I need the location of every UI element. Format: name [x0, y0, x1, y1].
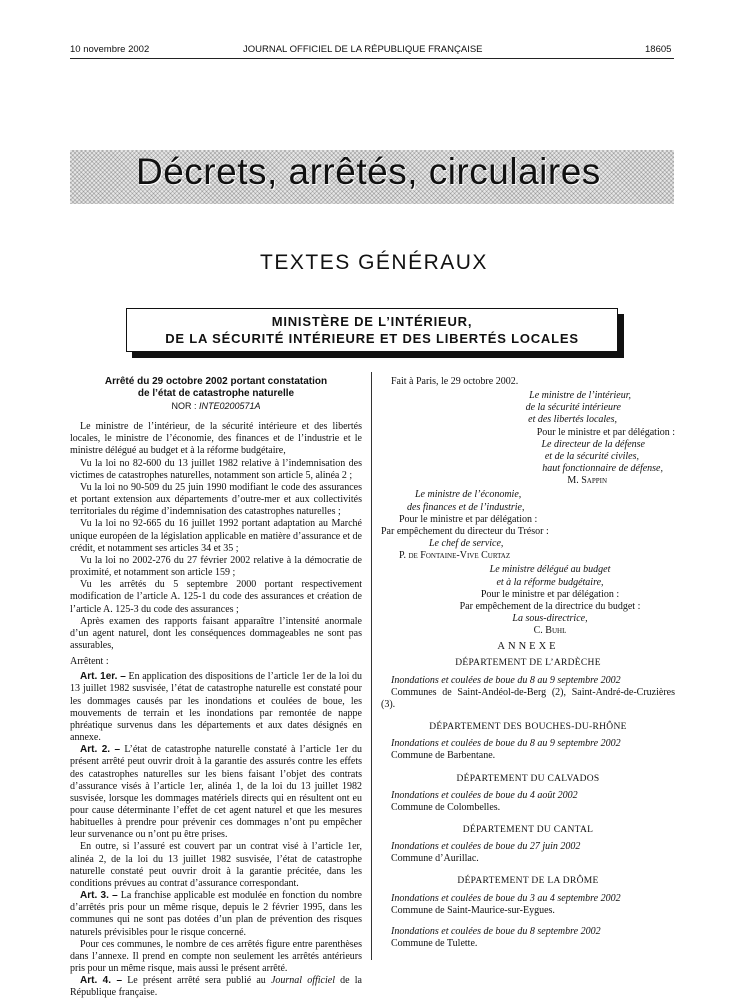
visa-paragraph: Vu les arrêtés du 5 septembre 2000 portant respectivement modification de l’article A. 125-1 du code des assurances et création de l’article A. 125-3 du code des assurances ;: [70, 579, 362, 615]
article-2-label: Art. 2. –: [80, 744, 121, 756]
signature-line: et des libertés locales,: [528, 414, 617, 426]
signatory-name: C. Buhl: [533, 625, 567, 637]
header-page-number: 18605: [645, 44, 672, 55]
communes-list: Communes de Saint-Andéol-de-Berg (2), Saint-André-de-Cruzières (3).: [381, 686, 675, 710]
department-heading: DÉPARTEMENT DE L’ARDÈCHE: [455, 658, 601, 669]
communes-list: Commune de Tulette.: [391, 938, 478, 950]
annex-heading: ANNEXE: [497, 641, 559, 653]
visa-paragraph: Vu la loi no 90-509 du 25 juin 1990 modifiant le code des assurances et portant extension aux départements d’outre-mer et aux collectivités territoriales du régime d’indemnisation des catastrophes naturelles ;: [70, 481, 362, 518]
article-1: [70, 671, 362, 744]
article-3-label: Art. 3. –: [80, 890, 118, 902]
nor-label: NOR :: [171, 401, 199, 411]
signature-block-budget: [381, 564, 675, 637]
signatory-name: P. de Fontaine-Vive Curtaz: [399, 550, 511, 562]
decree-title-line-1: Arrêté du 29 octobre 2002 portant constatation: [104, 376, 328, 387]
arretent-heading: Arrêtent :: [70, 656, 109, 668]
event-description: Inondations et coulées de boue du 8 septembre 2002: [391, 925, 601, 937]
signature-line: Pour le ministre et par délégation :: [399, 513, 538, 525]
section-banner: [70, 150, 674, 204]
signature-line: La sous-directrice,: [512, 612, 588, 624]
department-heading: DÉPARTEMENT DU CANTAL: [462, 825, 594, 835]
signature-line: Le chef de service,: [429, 538, 504, 550]
event-description: Inondations et coulées de boue du 8 au 9 septembre 2002: [391, 738, 621, 750]
signature-line: et de la sécurité civiles,: [544, 450, 639, 462]
article-2: [70, 744, 362, 841]
article-4: [70, 975, 362, 999]
banner-title: Décrets, arrêtés, circulaires: [136, 151, 601, 192]
signature-line: Par empêchement du directeur du Trésor :: [381, 525, 549, 537]
ministry-line-2: DE LA SÉCURITÉ INTÉRIEURE ET DES LIBERTÉS LOCALES: [165, 331, 579, 346]
article-2-text: L’état de catastrophe naturelle constaté à l’article 1er du présent arrêté peut ouvrir droit à la garantie des assurés contre les effets des catastrophes naturelles sur les biens faisant l’objet des contrats d’assurance visés à l’article 1er, alinéa 1, de la loi du 13 juillet 1982 susvisée, lorsque les dommages matériels directs qui en résultent ont eu pour cause déterminante l’effet de cet agent naturel et que les mesures habituelles à prendre pour prévenir ces dommages n’ont pu empêcher leur survenance ou n’ont pu être prises.: [70, 744, 362, 841]
department-heading: DÉPARTEMENT DE LA DRÔME: [457, 876, 599, 887]
signature-line: Le directeur de la défense: [541, 438, 645, 450]
communes-list: Commune de Saint-Maurice-sur-Eygues.: [391, 904, 555, 916]
signature-line: Le ministre de l’intérieur,: [529, 390, 631, 402]
signature-line: haut fonctionnaire de défense,: [542, 463, 663, 475]
signature-line: Pour le ministre et par délégation :: [536, 426, 675, 438]
article-2-paragraph-2: En outre, si l’assuré est couvert par un contrat visé à l’article 1er, alinéa 2, de la loi du 13 juillet 1982 susvisée, l’état de catastrophe naturelle constaté peut ouvrir droit à la garantie précitée, dans les conditions prévues au contrat d’assurance correspondant.: [70, 841, 362, 889]
signature-line: Le ministre de l’économie,: [415, 489, 522, 501]
signature-block-economy: [381, 489, 675, 562]
article-4-journal: Journal officiel: [270, 975, 335, 987]
event-description: Inondations et coulées de boue du 4 août 2002: [391, 789, 578, 801]
article-3-text: La franchise applicable est modulée en fonction du nombre d’arrêtés pris pour un même risque, depuis le 2 février 1995, dans les communes qui ne sont pas dotées d’un plan de prévention des risques naturels prévisibles pour le risque concerné.: [70, 890, 362, 938]
right-column: [381, 376, 675, 950]
visa-paragraph: Vu la loi no 2002-276 du 27 février 2002 relative à la démocratie de proximité, et notamment son article 159 ;: [70, 554, 362, 579]
nor-reference: [70, 400, 362, 412]
signature-line: Par empêchement de la directrice du budget :: [459, 600, 641, 612]
signing-place-date: Fait à Paris, le 29 octobre 2002.: [391, 376, 519, 387]
department-heading: DÉPARTEMENT DES BOUCHES-DU-RHÔNE: [429, 722, 627, 733]
section-title: TEXTES GÉNÉRAUX: [260, 251, 488, 274]
preamble-paragraph: Le ministre de l’intérieur, de la sécurité intérieure et des libertés locales, le ministre de l’économie, des finances et de l’industrie et le ministre délégué au budget et à la réforme budgétaire,: [70, 421, 362, 457]
visa-paragraph: Vu la loi no 82-600 du 13 juillet 1982 relative à l’indemnisation des victimes de catastrophes naturelles, notamment son article 5, alinéa 2 ;: [70, 457, 362, 481]
header-rule: [70, 58, 674, 59]
visa-paragraph: Après examen des rapports faisant apparaître l’intensité anormale d’un agent naturel, dont les conséquences dommageables ne sont pas assurables,: [70, 615, 362, 651]
header-date: 10 novembre 2002: [70, 44, 150, 55]
signature-line: de la sécurité intérieure: [525, 402, 621, 414]
event-description: Inondations et coulées de boue du 8 au 9 septembre 2002: [391, 674, 621, 686]
left-column: [70, 376, 362, 1000]
article-4-label: Art. 4. –: [80, 975, 123, 987]
article-3-paragraph-2: Pour ces communes, le nombre de ces arrêtés figure entre parenthèses dans l’annexe. Il prend en compte non seulement les arrêtés antérieurs pris pour un même risque, mais aussi le présent arrêté.: [70, 938, 362, 975]
header-journal-title: JOURNAL OFFICIEL DE LA RÉPUBLIQUE FRANÇAISE: [243, 44, 483, 55]
article-3: [70, 890, 362, 939]
department-heading: DÉPARTEMENT DU CALVADOS: [456, 773, 600, 784]
article-4-text-b: de la République française.: [70, 975, 362, 999]
signature-line: Le ministre délégué au budget: [489, 564, 611, 576]
event-description: Inondations et coulées de boue du 27 juin 2002: [391, 841, 581, 853]
communes-list: Commune d’Aurillac.: [391, 853, 479, 865]
decree-title-line-2: de l’état de catastrophe naturelle: [137, 387, 295, 399]
signatory-name: M. Sappin: [567, 475, 607, 487]
article-4-text-a: Le présent arrêté sera publié au: [122, 975, 271, 987]
article-1-text: En application des dispositions de l’article 1er de la loi du 13 juillet 1982 susvisée, l’état de catastrophe naturelle est constaté pour les dommages causés par les inondations et coulées de boue, les mouvements de terrain et les inondations par remontée de nappe phréatique survenus dans les départements et aux dates désignés en annexe.: [70, 671, 362, 744]
signature-block-interior: [381, 390, 675, 487]
ministry-line-1: MINISTÈRE DE L’INTÉRIEUR,: [271, 314, 473, 329]
article-1-label: Art. 1er. –: [80, 671, 126, 683]
ministry-box: [126, 308, 618, 352]
signature-line: Pour le ministre et par délégation :: [480, 588, 620, 600]
signature-line: et à la réforme budgétaire,: [496, 576, 604, 588]
signature-line: des finances et de l’industrie,: [407, 501, 525, 513]
nor-code: INTE0200571A: [198, 401, 261, 411]
communes-list: Commune de Barbentane.: [391, 750, 496, 762]
event-description: Inondations et coulées de boue du 3 au 4 septembre 2002: [391, 892, 621, 904]
column-divider: [371, 372, 372, 960]
visa-paragraph: Vu la loi no 92-665 du 16 juillet 1992 portant adaptation au Marché unique européen de la législation applicable en matière d’assurance et de crédit, et notamment ses articles 34 et 35 ;: [70, 518, 362, 554]
communes-list: Commune de Colombelles.: [391, 801, 501, 813]
